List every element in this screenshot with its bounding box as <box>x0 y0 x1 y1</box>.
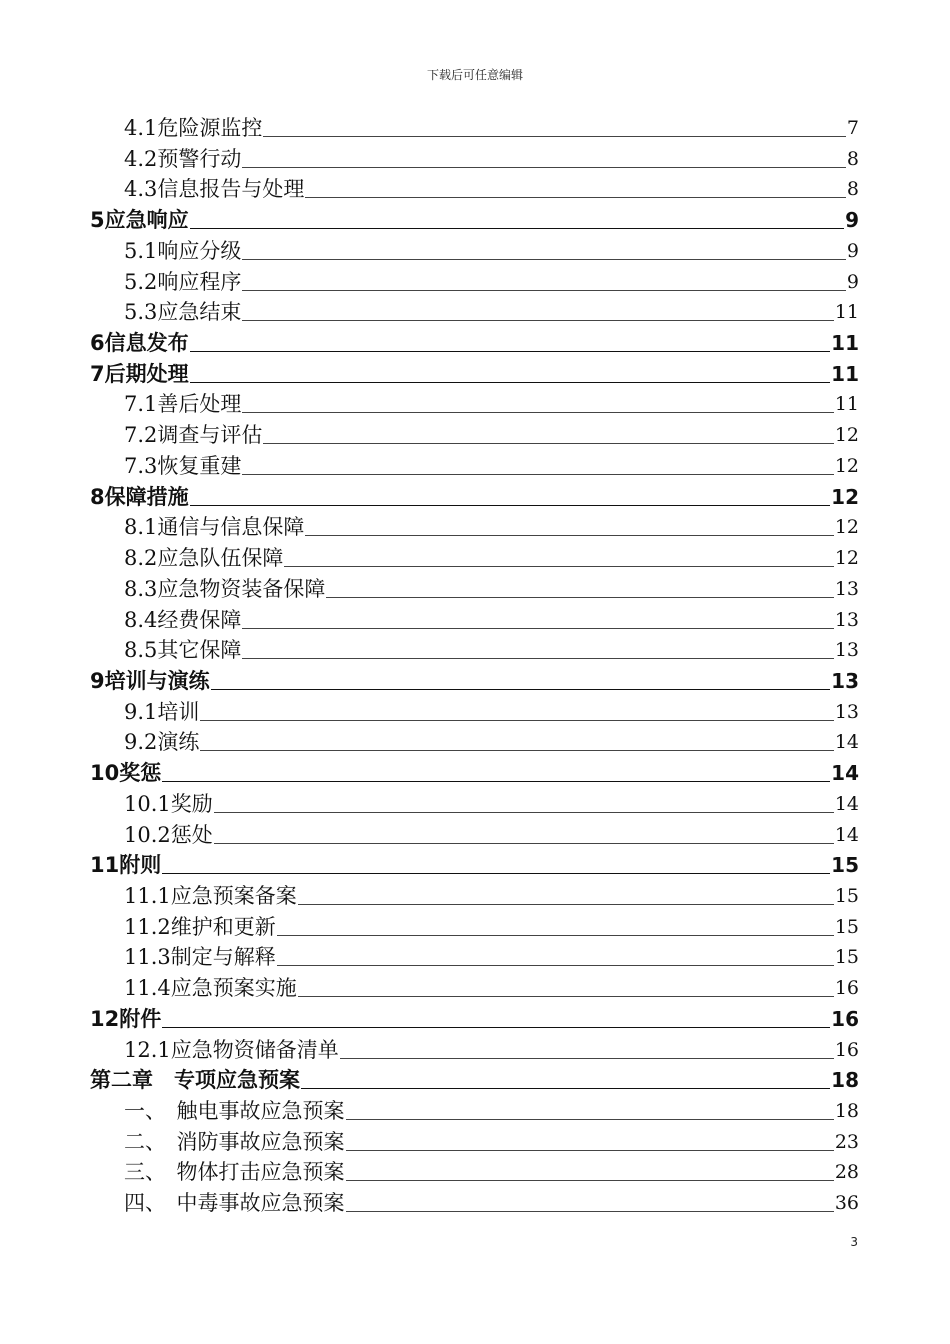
toc-section-entry[interactable] <box>124 142 859 172</box>
toc-section-entry[interactable] <box>124 387 859 417</box>
toc-leader-line <box>298 996 834 997</box>
toc-section-entry[interactable] <box>124 633 859 663</box>
toc-section-entry[interactable] <box>124 510 859 540</box>
toc-entry-page: 14 <box>834 792 859 815</box>
toc-section-entry[interactable] <box>124 418 859 448</box>
toc-section-entry[interactable] <box>124 265 859 295</box>
toc-leader-line <box>242 290 846 291</box>
toc-entry-page: 8 <box>846 147 859 170</box>
toc-entry-title: 5.2响应程序 <box>124 269 242 294</box>
toc-section-entry[interactable] <box>124 725 859 755</box>
toc-entry-page: 14 <box>834 823 859 846</box>
toc-entry-page: 9 <box>846 239 859 262</box>
toc-section-entry[interactable] <box>124 940 859 970</box>
toc-entry-title: 11.2维护和更新 <box>124 914 276 939</box>
toc-leader-line <box>162 781 830 782</box>
toc-section-entry[interactable] <box>124 111 859 141</box>
toc-entry-title: 10奖惩 <box>90 761 162 786</box>
toc-entry-title: 5.1响应分级 <box>124 238 242 263</box>
toc-section-entry[interactable] <box>124 1155 859 1185</box>
toc-entry-title: 8.1通信与信息保障 <box>124 515 305 540</box>
toc-leader-line <box>340 1058 834 1059</box>
toc-entry-page: 7 <box>846 117 859 139</box>
toc-entry-title: 11附则 <box>90 853 162 878</box>
toc-section-entry[interactable] <box>124 1094 859 1124</box>
toc-leader-line <box>242 658 833 659</box>
toc-entry-page: 11 <box>834 301 859 324</box>
toc-entry-title: 11.3制定与解释 <box>124 945 276 970</box>
toc-entry-page: 18 <box>834 1100 859 1123</box>
toc-section-entry[interactable] <box>124 879 859 909</box>
toc-section-entry[interactable] <box>124 449 859 479</box>
toc-entry-title: 8保障措施 <box>90 484 189 509</box>
toc-entry-title: 11.1应急预案备案 <box>124 884 297 908</box>
toc-entry-title: 三、 物体打击应急预案 <box>124 1160 345 1185</box>
toc-leader-line <box>200 750 833 751</box>
toc-leader-line <box>263 443 833 444</box>
toc-entry-title: 8.4经费保障 <box>124 607 242 632</box>
toc-entry-page: 12 <box>834 424 859 447</box>
toc-leader-line <box>211 689 831 690</box>
toc-leader-line <box>162 873 830 874</box>
toc-leader-line <box>242 628 833 629</box>
toc-section-entry[interactable] <box>124 1186 859 1216</box>
toc-chapter-entry[interactable] <box>90 756 859 786</box>
toc-leader-line <box>346 1211 834 1212</box>
toc-chapter-entry[interactable] <box>90 1002 859 1032</box>
toc-leader-line <box>200 720 833 721</box>
toc-leader-line <box>242 167 846 168</box>
toc-entry-title: 8.2应急队伍保障 <box>124 546 284 571</box>
toc-entry-page: 15 <box>834 915 859 938</box>
toc-chapter-entry[interactable] <box>90 203 859 233</box>
toc-leader-line <box>190 228 844 229</box>
toc-entry-title: 4.1危险源监控 <box>124 116 263 140</box>
toc-leader-line <box>242 474 833 475</box>
toc-section-entry[interactable] <box>124 234 859 264</box>
toc-leader-line <box>298 904 834 905</box>
toc-entry-page: 13 <box>834 577 859 600</box>
toc-entry-page: 12 <box>834 516 859 539</box>
toc-entry-page: 15 <box>834 885 859 907</box>
toc-leader-line <box>190 382 831 383</box>
toc-leader-line <box>162 1027 830 1028</box>
toc-entry-page: 12 <box>834 547 859 570</box>
toc-entry-title: 四、 中毒事故应急预案 <box>124 1191 345 1216</box>
toc-entry-title: 8.3应急物资装备保障 <box>124 576 326 601</box>
toc-section-entry[interactable] <box>124 818 859 848</box>
toc-entry-page: 15 <box>834 946 859 969</box>
toc-entry-title: 7.1善后处理 <box>124 392 242 417</box>
toc-chapter-entry[interactable] <box>90 848 859 878</box>
toc-entry-page: 9 <box>846 270 859 293</box>
toc-entry-title: 一、 触电事故应急预案 <box>124 1099 345 1124</box>
toc-section-entry[interactable] <box>124 971 859 1001</box>
toc-section-entry[interactable] <box>124 541 859 571</box>
toc-leader-line <box>346 1150 834 1151</box>
toc-entry-page: 28 <box>834 1161 859 1184</box>
toc-chapter-entry[interactable] <box>90 357 859 387</box>
toc-leader-line <box>190 351 831 352</box>
page-header-note: 下载后可任意编辑 <box>426 68 523 82</box>
toc-entry-page: 14 <box>831 761 859 786</box>
toc-leader-line <box>346 1119 834 1120</box>
toc-leader-line <box>301 1088 830 1089</box>
toc-leader-line <box>326 597 833 598</box>
toc-section-entry[interactable] <box>124 1125 859 1155</box>
toc-leader-line <box>190 505 831 506</box>
toc-leader-line <box>305 535 833 536</box>
toc-leader-line <box>242 320 833 321</box>
toc-entry-page: 12 <box>834 454 859 477</box>
page-number: 3 <box>850 1235 858 1249</box>
toc-section-entry[interactable] <box>124 910 859 940</box>
toc-entry-title: 7后期处理 <box>90 361 189 386</box>
toc-entry-title: 4.2预警行动 <box>124 146 242 171</box>
toc-entry-page: 9 <box>845 208 859 233</box>
toc-section-entry[interactable] <box>124 295 859 325</box>
toc-section-entry[interactable] <box>124 1033 859 1063</box>
toc-entry-title: 二、 消防事故应急预案 <box>124 1129 345 1154</box>
toc-entry-title: 7.3恢复重建 <box>124 453 242 478</box>
toc-entry-title: 9.2演练 <box>124 730 200 755</box>
toc-entry-page: 11 <box>834 393 859 416</box>
toc-entry-page: 12 <box>831 484 859 509</box>
toc-leader-line <box>242 259 846 260</box>
toc-leader-line <box>214 812 834 813</box>
toc-entry-page: 11 <box>831 331 859 356</box>
toc-entry-title: 12附件 <box>90 1006 162 1031</box>
toc-leader-line <box>277 965 834 966</box>
toc-entry-page: 23 <box>834 1130 859 1153</box>
toc-leader-line <box>242 412 833 413</box>
toc-chapter-entry[interactable] <box>90 664 859 694</box>
toc-entry-title: 5应急响应 <box>90 208 189 233</box>
toc-entry-title: 6信息发布 <box>90 331 189 356</box>
toc-entry-title: 10.1奖励 <box>124 791 213 816</box>
toc-entry-page: 16 <box>831 1006 859 1031</box>
toc-entry-page: 13 <box>834 700 859 723</box>
toc-entry-title: 9.1培训 <box>124 699 200 724</box>
toc-entry-page: 8 <box>846 178 859 201</box>
toc-section-entry[interactable] <box>124 172 859 202</box>
toc-entry-page: 16 <box>834 977 859 1000</box>
toc-section-entry[interactable] <box>124 787 859 817</box>
toc-entry-page: 36 <box>834 1192 859 1215</box>
toc-entry-page: 14 <box>834 731 859 754</box>
toc-leader-line <box>346 1180 834 1181</box>
toc-entry-title: 9培训与演练 <box>90 668 210 693</box>
toc-section-entry[interactable] <box>124 572 859 602</box>
toc-entry-title: 7.2调查与评估 <box>124 423 263 448</box>
toc-leader-line <box>277 935 834 936</box>
toc-chapter-entry[interactable] <box>90 480 859 510</box>
toc-leader-line <box>284 566 833 567</box>
toc-entry-page: 18 <box>831 1068 859 1093</box>
toc-entry-title: 11.4应急预案实施 <box>124 976 297 1001</box>
toc-entry-title: 4.3信息报告与处理 <box>124 177 305 202</box>
toc-entry-page: 13 <box>831 668 859 693</box>
toc-leader-line <box>305 197 846 198</box>
toc-chapter-entry[interactable] <box>90 1063 859 1093</box>
toc-entry-page: 13 <box>834 639 859 662</box>
toc-entry-page: 13 <box>834 608 859 631</box>
toc-section-entry[interactable] <box>124 603 859 633</box>
toc-entry-title: 5.3应急结束 <box>124 300 242 325</box>
toc-entry-page: 11 <box>831 361 859 386</box>
toc-entry-title: 10.2惩处 <box>124 822 213 847</box>
toc-entry-title: 第二章 专项应急预案 <box>90 1068 300 1093</box>
toc-chapter-entry[interactable] <box>90 326 859 356</box>
toc-entry-title: 12.1应急物资储备清单 <box>124 1037 339 1062</box>
toc-leader-line <box>263 136 846 137</box>
toc-entry-page: 15 <box>831 853 859 878</box>
toc-entry-page: 16 <box>834 1038 859 1061</box>
toc-entry-title: 8.5其它保障 <box>124 638 242 663</box>
toc-section-entry[interactable] <box>124 695 859 725</box>
toc-leader-line <box>214 843 834 844</box>
